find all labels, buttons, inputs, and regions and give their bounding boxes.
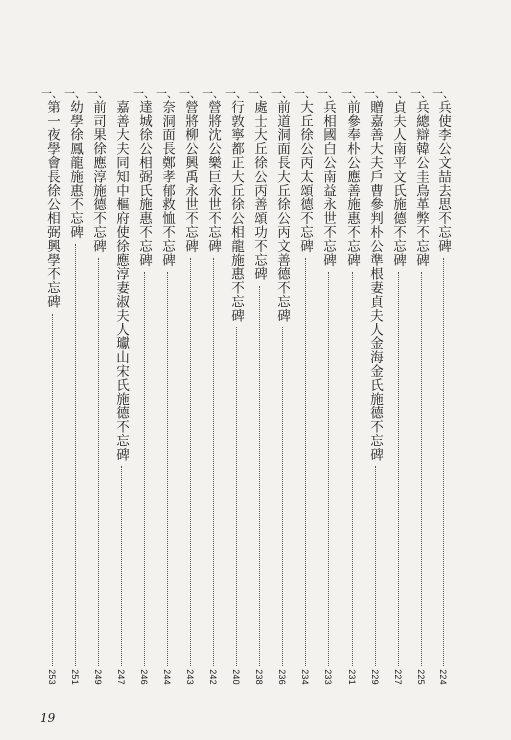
toc-entry: [318, 88, 338, 686]
toc-entry: [226, 88, 246, 686]
toc-entry: [134, 88, 154, 686]
dot-leader: [328, 272, 329, 666]
entry-page-number: 227: [393, 669, 403, 685]
dot-leader: [190, 258, 191, 666]
entry-page-number: 251: [70, 669, 80, 685]
entry-title: 行敦寧都正大丘徐公相龍施惠不忘碑: [228, 100, 244, 323]
entry-page-number: 249: [93, 669, 103, 685]
dot-leader: [282, 327, 283, 666]
entry-bullet: 一、: [87, 87, 109, 100]
dot-leader: [52, 314, 53, 667]
toc-entry: [365, 88, 385, 686]
toc-entry: [65, 88, 85, 686]
entry-title: 處士大丘徐公丙善頌功不忘碑: [251, 100, 267, 281]
toc-entry: [342, 88, 362, 686]
entry-bullet: 一、: [202, 87, 224, 100]
entry-title: 營將沈公樂巨永世不忘碑: [205, 100, 221, 253]
toc-entry: [433, 88, 453, 686]
entry-bullet: 一、: [64, 87, 86, 100]
entry-bullet: 一、: [156, 87, 178, 100]
entry-bullet: 一、: [410, 87, 432, 100]
entry-page-number: 240: [231, 669, 241, 685]
entry-bullet: 一、: [179, 87, 201, 100]
toc-entry: [411, 88, 431, 686]
entry-title: 贈嘉善大夫戶曹參判朴公準根妻貞夫人金海金氏施德不忘碑: [367, 100, 383, 462]
entry-bullet: 一、: [317, 87, 339, 100]
entry-page-number: 229: [370, 669, 380, 685]
toc-entry: [388, 88, 408, 686]
dot-leader: [167, 272, 168, 666]
entry-bullet: 一、: [225, 87, 247, 100]
dot-leader: [421, 272, 422, 666]
dot-leader: [398, 272, 399, 666]
dot-leader: [144, 272, 145, 666]
entry-title: 前道洞面長大丘徐公丙文善德不忘碑: [274, 100, 290, 323]
entry-title: 貞夫人南平文氏施德不忘碑: [390, 100, 406, 267]
entry-bullet: 一、: [341, 87, 363, 100]
dot-leader: [75, 244, 76, 666]
entry-title: 前參奉朴公應善施惠不忘碑: [344, 100, 360, 267]
toc-entry: [42, 88, 62, 686]
entry-title: 兵相國白公南益永世不忘碑: [320, 100, 336, 267]
entry-bullet: 一、: [432, 87, 454, 100]
entry-title: 大丘徐公丙太頌德不忘碑: [297, 100, 313, 253]
dot-leader: [98, 258, 99, 666]
toc-entry: [88, 88, 108, 686]
entry-bullet: 一、: [41, 87, 63, 100]
entry-bullet: 一、: [294, 87, 316, 100]
entry-page-number: 238: [254, 669, 264, 685]
dot-leader: [259, 286, 260, 666]
entry-title: 第一夜學會長徐公相弼興學不忘碑: [44, 100, 60, 309]
entry-page-number: 231: [347, 669, 357, 685]
toc-entry: [295, 88, 315, 686]
entry-page-number: 236: [277, 669, 287, 685]
toc-entry: [249, 88, 269, 686]
dot-leader: [121, 466, 122, 666]
entry-page-number: 253: [47, 669, 57, 685]
entry-page-number: 244: [162, 669, 172, 685]
entry-bullet: 一、: [364, 87, 386, 100]
toc-entry: [203, 88, 223, 686]
entry-page-number: 233: [323, 669, 333, 685]
entry-title: 兵總辯韓公圭鳥革弊不忘碑: [413, 100, 429, 267]
entry-bullet: 一、: [248, 87, 270, 100]
dot-leader: [375, 466, 376, 666]
entry-bullet: 一、: [387, 87, 409, 100]
entry-title: 營將柳公興禹永世不忘碑: [182, 100, 198, 253]
entry-page-number: 246: [139, 669, 149, 685]
entry-page-number: 243: [185, 669, 195, 685]
entry-title: 嘉善大夫同知中樞府使徐應淳妻淑夫人瓛山宋氏施德不忘碑: [113, 100, 129, 462]
entry-page-number: 234: [300, 669, 310, 685]
entry-title: 達城徐公相弼氏施惠不忘碑: [136, 100, 152, 267]
entry-title: 前司果徐應淳施德不忘碑: [90, 100, 106, 253]
entry-bullet: 一、: [133, 87, 155, 100]
toc-entry: [111, 88, 131, 686]
entry-title: 幼學徐鳳龍施惠不忘碑: [67, 100, 83, 239]
entry-title: 兵使李公文喆去思不忘碑: [435, 100, 451, 253]
toc-entry: [157, 88, 177, 686]
dot-leader: [236, 327, 237, 666]
entry-page-number: 224: [438, 669, 448, 685]
dot-leader: [305, 258, 306, 666]
dot-leader: [443, 258, 444, 666]
page-number: 19: [40, 711, 56, 725]
entry-page-number: 225: [416, 669, 426, 685]
entry-page-number: 247: [116, 669, 126, 685]
entry-page-number: 242: [208, 669, 218, 685]
entry-title: 奈洞面長鄭孝郁救恤不忘碑: [159, 100, 175, 267]
dot-leader: [352, 272, 353, 666]
entry-bullet: 一、: [271, 87, 293, 100]
toc-entry: [180, 88, 200, 686]
dot-leader: [213, 258, 214, 666]
toc-entry: [272, 88, 292, 686]
